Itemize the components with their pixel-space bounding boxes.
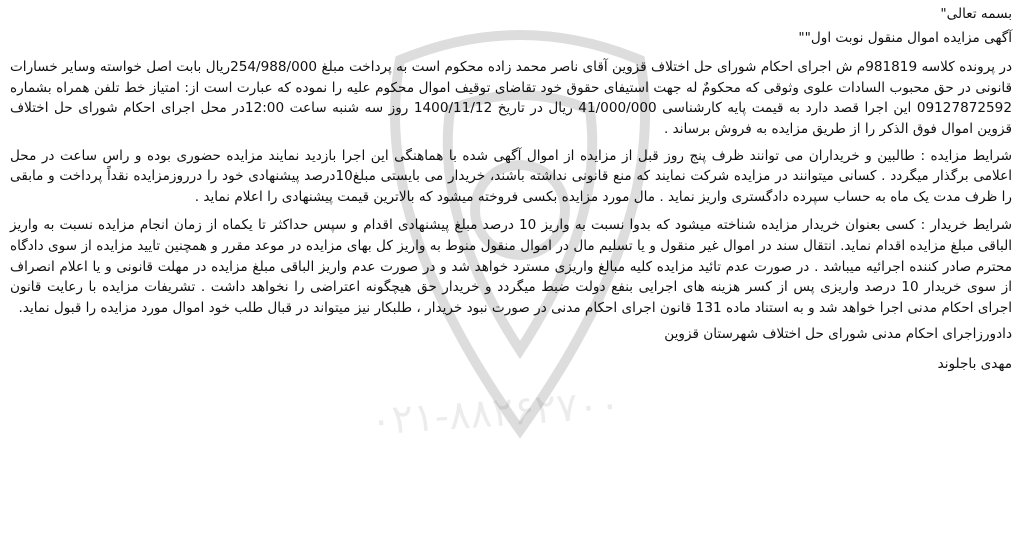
watermark-phone: ۰۲۱-۸۸۲۶۲۷۰۰ bbox=[368, 381, 623, 445]
case-details-paragraph: در پرونده کلاسه 981819م ش اجرای احکام شورای حل اختلاف قزوین آقای ناصر محمد زاده محکوم است به پرداخت مبلغ 254/988/000ریال بابت اصل خواسته وسایر خسارات قانونی در حق محبوب السادات علوی وثوقی که محکومٌ له جهت استیفای حقوق خود تقاضای توقیف اموال محکوم علیه را نموده که عبارت است از: امتیاز خط تلفن همراه بشماره 09127872592 این اجرا قصد دارد به قیمت پایه کارشناسی 41/000/000 ریال در تاریخ 1400/11/12 روز سه شنبه ساعت 12:00در محل اجرای احکام شورای حل اختلاف قزوین اموال فوق الذکر را از طریق مزایده به فروش برساند . bbox=[10, 59, 1012, 137]
heading-basmala: بسمه تعالی" bbox=[940, 6, 1012, 22]
notice-title: آگهی مزایده اموال منقول نوبت اول"" bbox=[798, 29, 1012, 46]
signature-name: مهدی باجلوند bbox=[937, 355, 1012, 372]
buyer-conditions-paragraph: شرایط خریدار : کسی بعنوان خریدار مزایده شناخته میشود که بدوا نسبت به واریز 10 درصد مبلغ پیشنهادی اقدام و سپس حداکثر تا یکماه از زمان انجام مزایده نسبت به واریز الباقی مبلغ مزایده اقدام نماید. انتقال سند در اموال غیر منقول و یا تسلیم مال در اموال منقول منوط به واریز کل بهای مزایده در موعد مقرر و همچنین تایید مزایده از سوی دادگاه محترم صادر کننده اجرائیه میباشد . در صورت عدم تائید مزایده کلیه مبالغ واریزی مسترد خواهد شد و در صورت عدم واریز الباقی مبلغ مزایده در مهلت قانونی و یا اعلام انصراف از سوی خریدار 10 درصد واریزی پس از کسر هزینه های اجرایی بنفع دولت ضبط میگردد و خریدار حق هیچگونه اعتراضی را نخواهد داشت . تشریفات مزایده با رعایت قانون اجرای احکام مدنی اجرا خواهد شد و به استناد ماده 131 قانون اجرای احکام مدنی در صورت نبود خریدار ، طلبکار نیز میتواند در قبال طلب خود اموال مورد مزایده را قبول نماید. bbox=[10, 217, 1012, 316]
auction-conditions-paragraph: شرایط مزایده : طالبین و خریداران می توانند ظرف پنج روز قبل از مزایده از اموال آگهی شده با هماهنگی این اجرا بازدید نمایند مزایده حضوری بوده و راس ساعت در محل اعلامی برگذار میگردد . کسانی میتوانند در مزایده شرکت نمایند که منع قانونی نداشته باشند، خریدار می بایستی مبلغ10درصد پیشنهادی خود را درروزمزایده نقداً پرداخت و مابقی را ظرف مدت یک ماه به حساب سپرده دادگستری واریز نماید . مال مورد مزایده بکسی فروخته میشود که بالاترین قیمت پیشنهادی را اعلام نماید . bbox=[10, 147, 1012, 205]
signature-office: دادورزاجرای احکام مدنی شورای حل اختلاف شهرستان قزوین bbox=[664, 326, 1012, 343]
